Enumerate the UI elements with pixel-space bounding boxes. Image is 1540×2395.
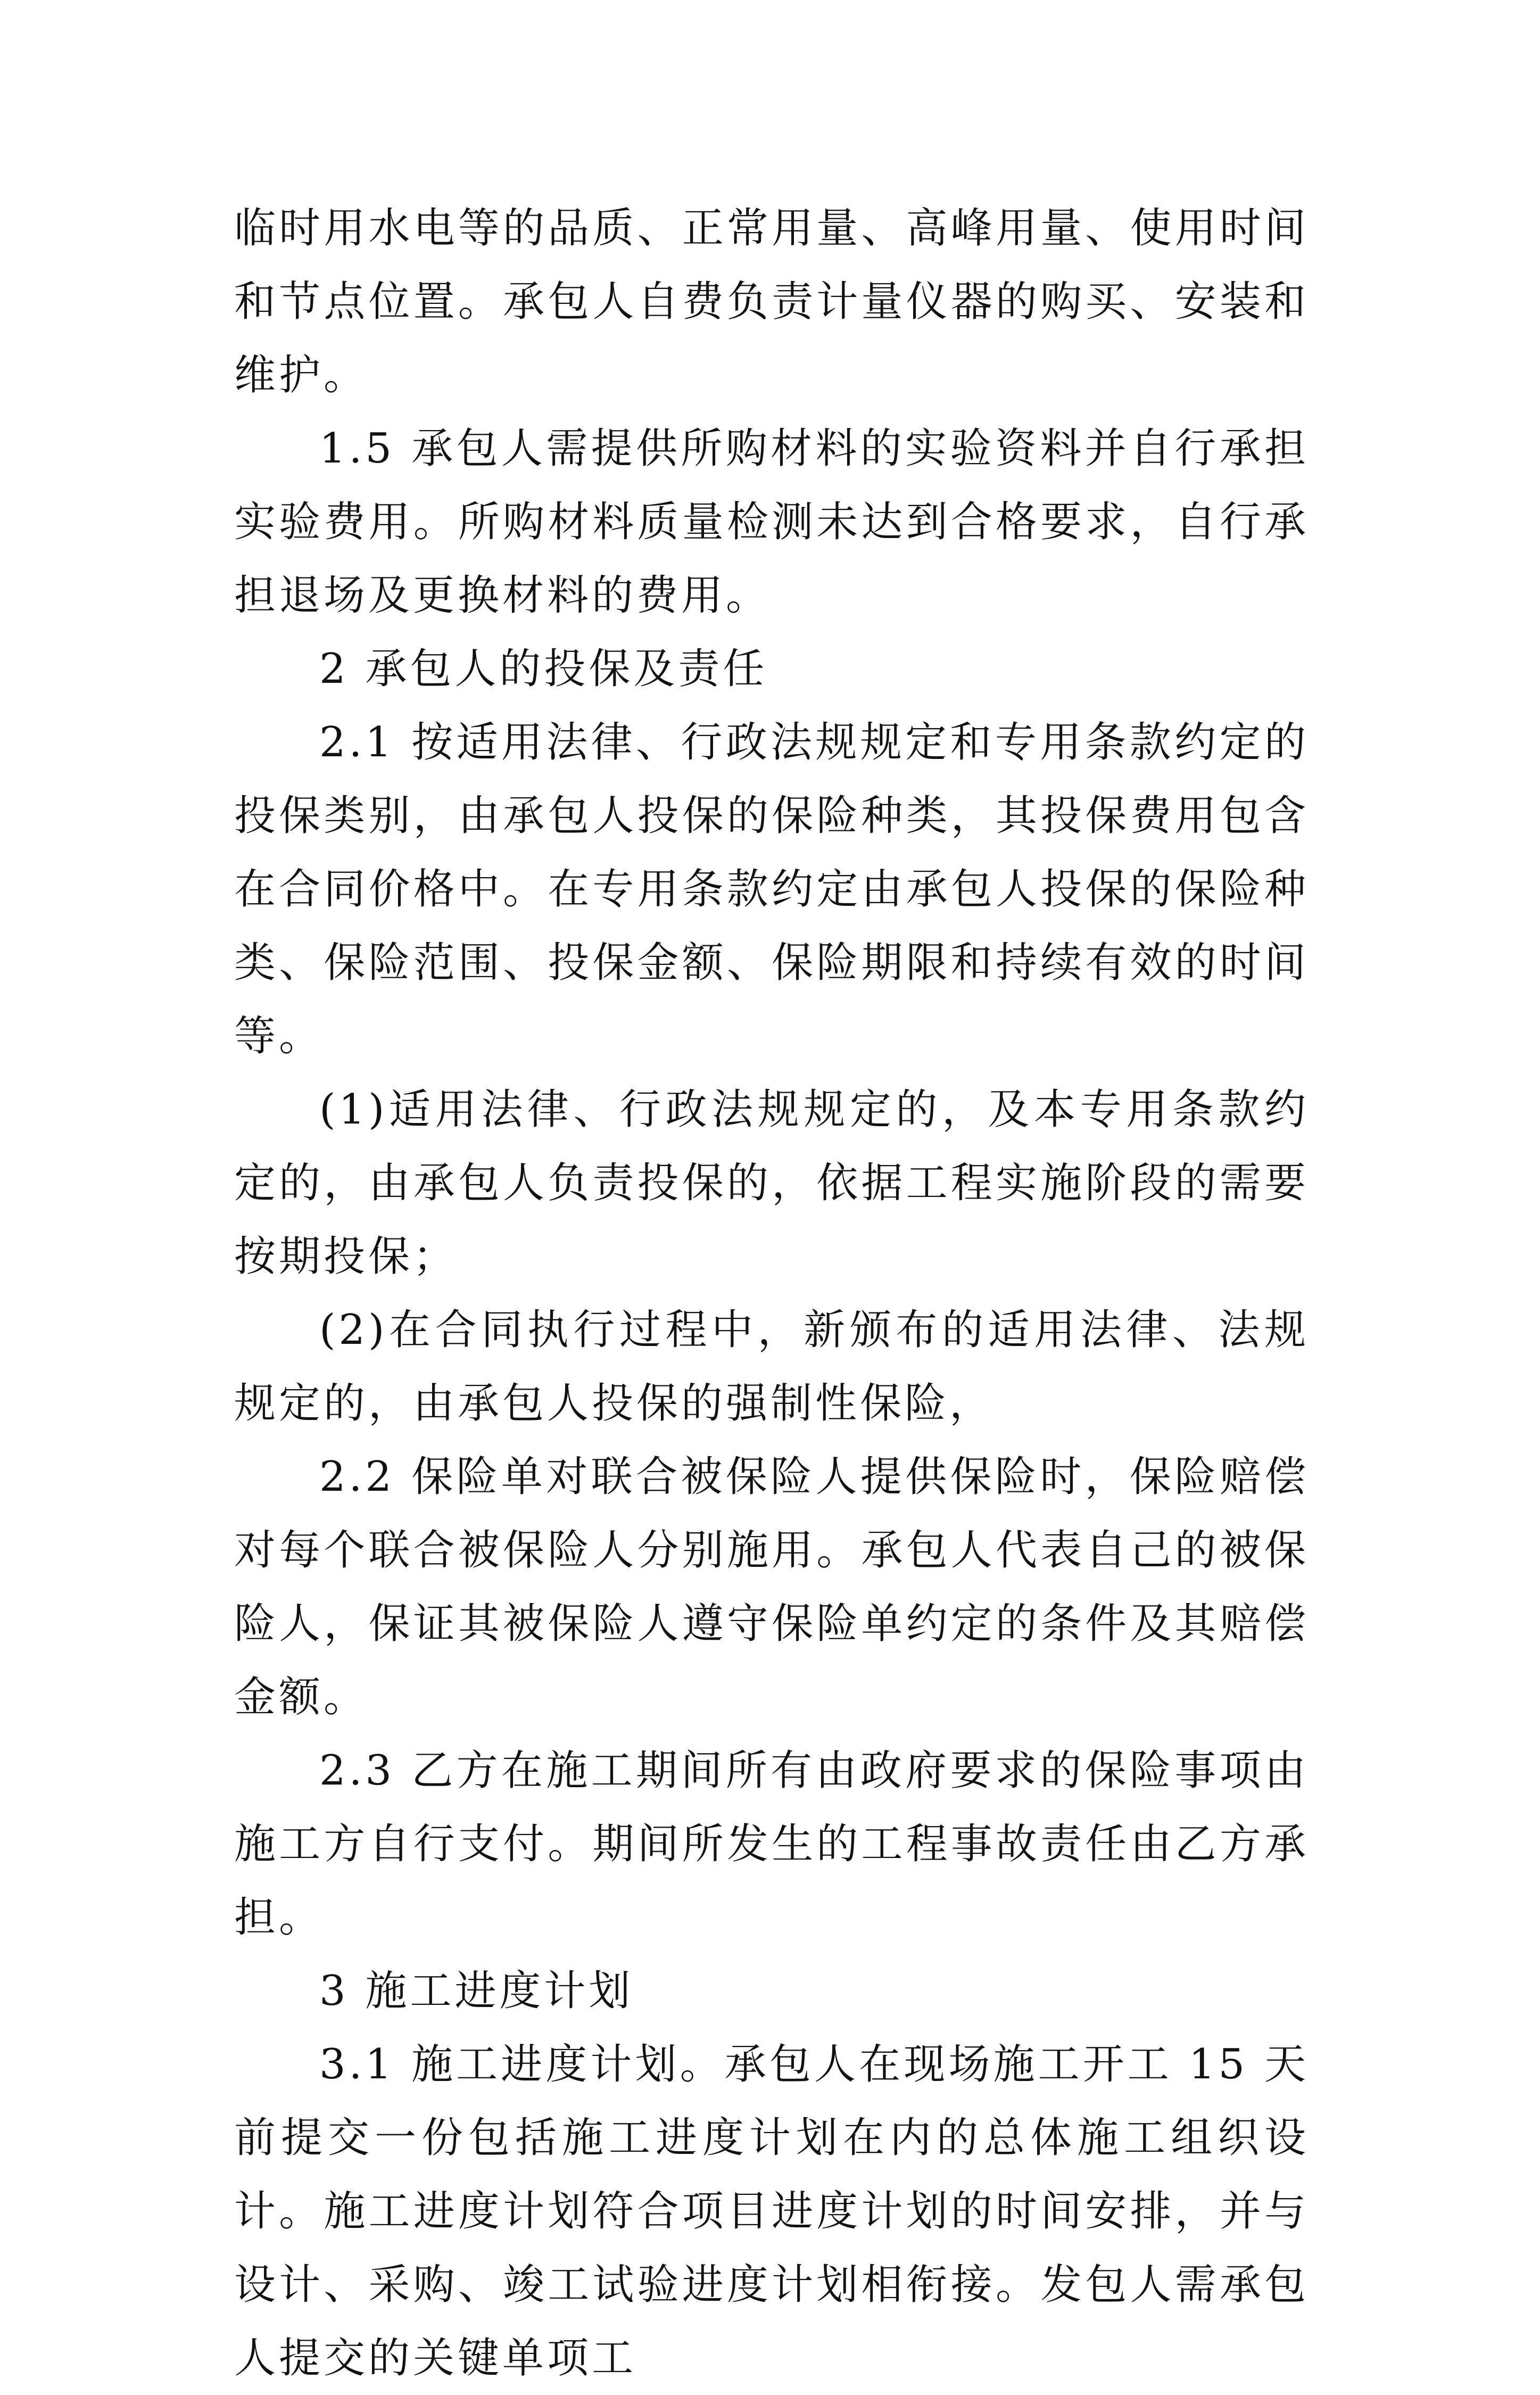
section-heading-2: 2 承包人的投保及责任 bbox=[319, 645, 768, 693]
paragraph-2-1-item-1: (1)适用法律、行政法规规定的，及本专用条款约定的，由承包人负责投保的，依据工程实施阶段的需要按期投保； bbox=[234, 1086, 1309, 1281]
paragraph-continuation: 临时用水电等的品质、正常用量、高峰用量、使用时间和节点位置。承包人自费负责计量仪器的购买、安装和维护。 bbox=[234, 204, 1309, 399]
paragraph-1-5: 1.5 承包人需提供所购材料的实验资料并自行承担实验费用。所购材料质量检测未达到合格要求，自行承担退场及更换材料的费用。 bbox=[234, 425, 1309, 620]
section-heading-3: 3 施工进度计划 bbox=[319, 1967, 634, 2015]
paragraph-2-2: 2.2 保险单对联合被保险人提供保险时，保险赔偿对每个联合被保险人分别施用。承包人代表自己的被保险人，保证其被保险人遵守保险单约定的条件及其赔偿金额。 bbox=[234, 1453, 1309, 1721]
document-body bbox=[234, 192, 1309, 2395]
paragraph-2-3: 2.3 乙方在施工期间所有由政府要求的保险事项由施工方自行支付。期间所发生的工程事故责任由乙方承担。 bbox=[234, 1747, 1309, 1942]
paragraph-3-1: 3.1 施工进度计划。承包人在现场施工开工 15 天前提交一份包括施工进度计划在内的总体施工组织设计。施工进度计划符合项目进度计划的时间安排，并与设计、采购、竣工试验进度计划相衔接。发包人需承包人提交的关键单项工 bbox=[234, 2041, 1309, 2382]
paragraph-2-1: 2.1 按适用法律、行政法规规定和专用条款约定的投保类别，由承包人投保的保险种类，其投保费用包含在合同价格中。在专用条款约定由承包人投保的保险种类、保险范围、投保金额、保险期限和持续有效的时间等。 bbox=[234, 718, 1309, 1060]
paragraph-2-1-item-2: (2)在合同执行过程中，新颁布的适用法律、法规规定的，由承包人投保的强制性保险， bbox=[234, 1306, 1309, 1427]
